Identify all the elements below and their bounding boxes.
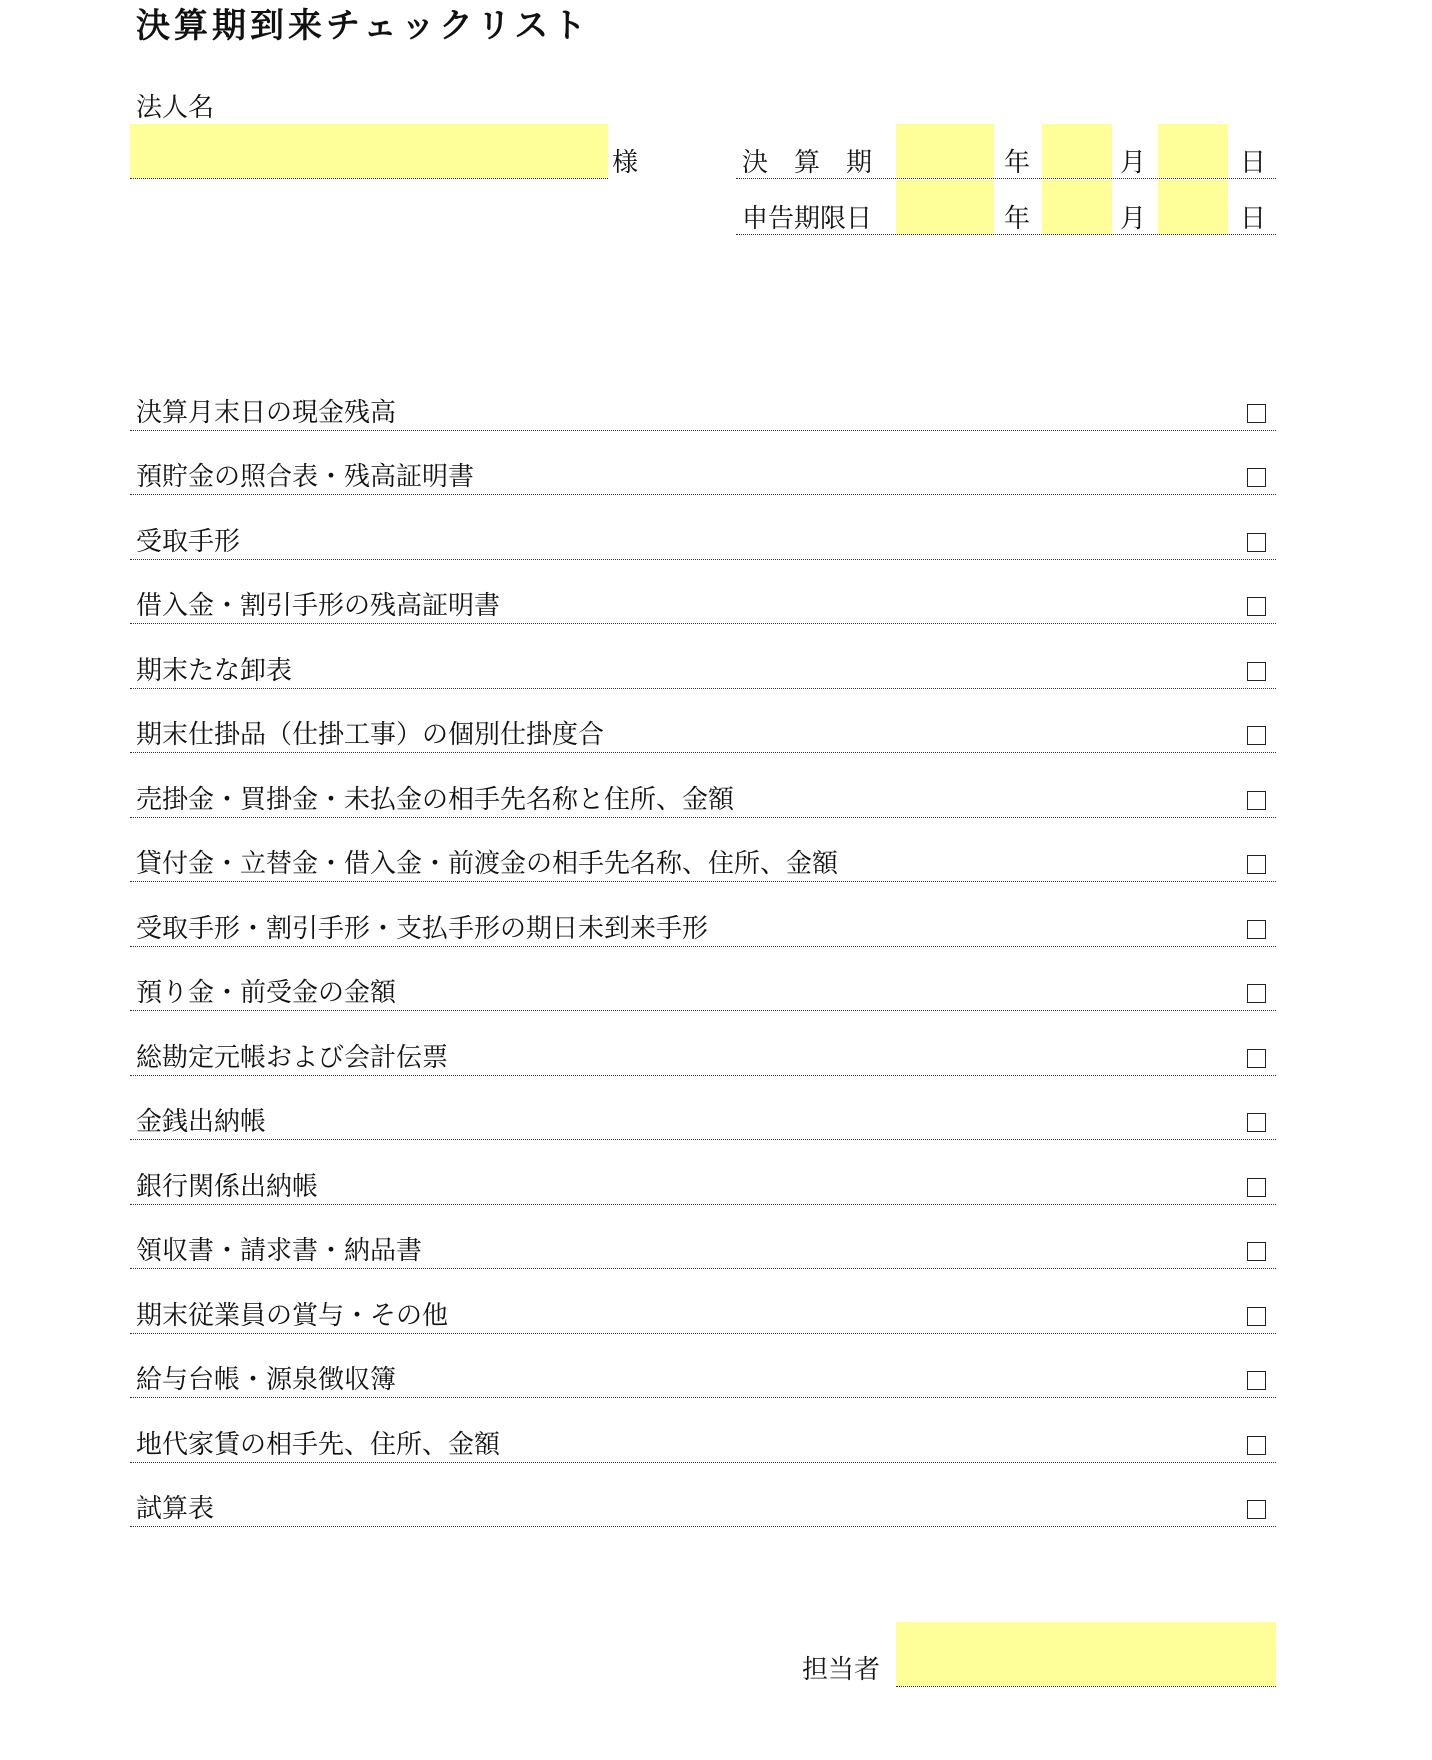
- checklist-row: [130, 1203, 1276, 1268]
- checklist-checkbox[interactable]: [1247, 1113, 1266, 1132]
- checklist-row: [130, 945, 1276, 1010]
- checklist-checkbox[interactable]: [1247, 1307, 1266, 1326]
- checklist-checkbox[interactable]: [1247, 1436, 1266, 1455]
- settlement-day-unit: 日: [1240, 148, 1267, 178]
- checklist-item-label: 受取手形・割引手形・支払手形の期日未到来手形: [136, 913, 709, 944]
- checklist-item-label: 領収書・請求書・納品書: [136, 1236, 423, 1266]
- checklist-item-label: 試算表: [136, 1494, 215, 1524]
- checklist-item-label: 決算月末日の現金残高: [136, 397, 397, 428]
- checklist: [130, 364, 1276, 1525]
- checklist-checkbox[interactable]: [1247, 662, 1266, 681]
- checklist-row: [130, 493, 1276, 558]
- deadline-month-unit: 月: [1120, 204, 1147, 234]
- checklist-checkbox[interactable]: [1247, 1242, 1266, 1261]
- corp-name-underline: [130, 178, 608, 179]
- deadline-underline: [736, 234, 1276, 235]
- page-title: 決算期到来チェックリスト: [136, 6, 591, 46]
- checklist-checkbox[interactable]: [1247, 1500, 1266, 1519]
- checklist-row: [130, 1396, 1276, 1461]
- checklist-row: [130, 364, 1276, 429]
- checklist-item-label: 受取手形: [136, 526, 241, 557]
- checklist-checkbox[interactable]: [1247, 468, 1266, 487]
- checklist-item-label: 売掛金・買掛金・未払金の相手先名称と住所、金額: [136, 784, 735, 815]
- checklist-item-label: 期末従業員の賞与・その他: [136, 1300, 449, 1331]
- checklist-row: [130, 1267, 1276, 1332]
- checklist-checkbox[interactable]: [1247, 404, 1266, 423]
- checklist-row: [130, 1332, 1276, 1397]
- deadline-day-unit: 日: [1240, 204, 1267, 234]
- checklist-checkbox[interactable]: [1247, 533, 1266, 552]
- deadline-year-field[interactable]: [896, 180, 994, 234]
- checklist-item-label: 期末仕掛品（仕掛工事）の個別仕掛度合: [136, 720, 605, 750]
- checklist-item-label: 給与台帳・源泉徴収簿: [136, 1365, 397, 1395]
- checklist-checkbox[interactable]: [1247, 920, 1266, 939]
- checklist-row: [130, 880, 1276, 945]
- deadline-month-field[interactable]: [1042, 180, 1112, 234]
- checklist-item-label: 総勘定元帳および会計伝票: [136, 1042, 449, 1073]
- checklist-checkbox[interactable]: [1247, 597, 1266, 616]
- checklist-item-label: 期末たな卸表: [136, 655, 293, 686]
- checklist-checkbox[interactable]: [1247, 855, 1266, 874]
- checklist-item-label: 貸付金・立替金・借入金・前渡金の相手先名称、住所、金額: [136, 849, 839, 879]
- person-in-charge-label: 担当者: [802, 1655, 881, 1685]
- checklist-item-label: 預貯金の照合表・残高証明書: [136, 462, 475, 492]
- person-in-charge-underline: [896, 1686, 1276, 1687]
- checklist-row: [130, 1138, 1276, 1203]
- checklist-item-label: 預り金・前受金の金額: [136, 978, 397, 1008]
- person-in-charge-field[interactable]: [896, 1622, 1276, 1686]
- settlement-underline: [736, 178, 1276, 179]
- checklist-row: [130, 816, 1276, 881]
- checklist-row: [130, 429, 1276, 494]
- checklist-row: [130, 622, 1276, 687]
- settlement-period-label: 決 算 期: [742, 148, 873, 178]
- checklist-row: [130, 751, 1276, 816]
- checklist-row-underline: [130, 1526, 1276, 1527]
- checklist-row: [130, 558, 1276, 623]
- settlement-day-field[interactable]: [1158, 124, 1228, 178]
- checklist-checkbox[interactable]: [1247, 726, 1266, 745]
- checklist-row: [130, 687, 1276, 752]
- checklist-checkbox[interactable]: [1247, 1049, 1266, 1068]
- checklist-item-label: 借入金・割引手形の残高証明書: [136, 591, 501, 621]
- settlement-month-field[interactable]: [1042, 124, 1112, 178]
- deadline-year-unit: 年: [1004, 204, 1031, 234]
- checklist-row: [130, 1074, 1276, 1139]
- checklist-checkbox[interactable]: [1247, 984, 1266, 1003]
- checklist-item-label: 金銭出納帳: [136, 1107, 267, 1137]
- corp-name-field[interactable]: [130, 124, 608, 178]
- filing-deadline-label: 申告期限日: [742, 204, 873, 234]
- deadline-day-field[interactable]: [1158, 180, 1228, 234]
- honorific-label: 様: [612, 148, 639, 178]
- checklist-item-label: 地代家賃の相手先、住所、金額: [136, 1429, 501, 1460]
- checklist-checkbox[interactable]: [1247, 1371, 1266, 1390]
- checklist-item-label: 銀行関係出納帳: [136, 1171, 319, 1202]
- checklist-row: [130, 1461, 1276, 1526]
- settlement-month-unit: 月: [1120, 148, 1147, 178]
- corp-name-label: 法人名: [136, 93, 215, 123]
- checklist-checkbox[interactable]: [1247, 791, 1266, 810]
- settlement-year-unit: 年: [1004, 148, 1031, 178]
- checklist-row: [130, 1009, 1276, 1074]
- settlement-year-field[interactable]: [896, 124, 994, 178]
- checklist-checkbox[interactable]: [1247, 1178, 1266, 1197]
